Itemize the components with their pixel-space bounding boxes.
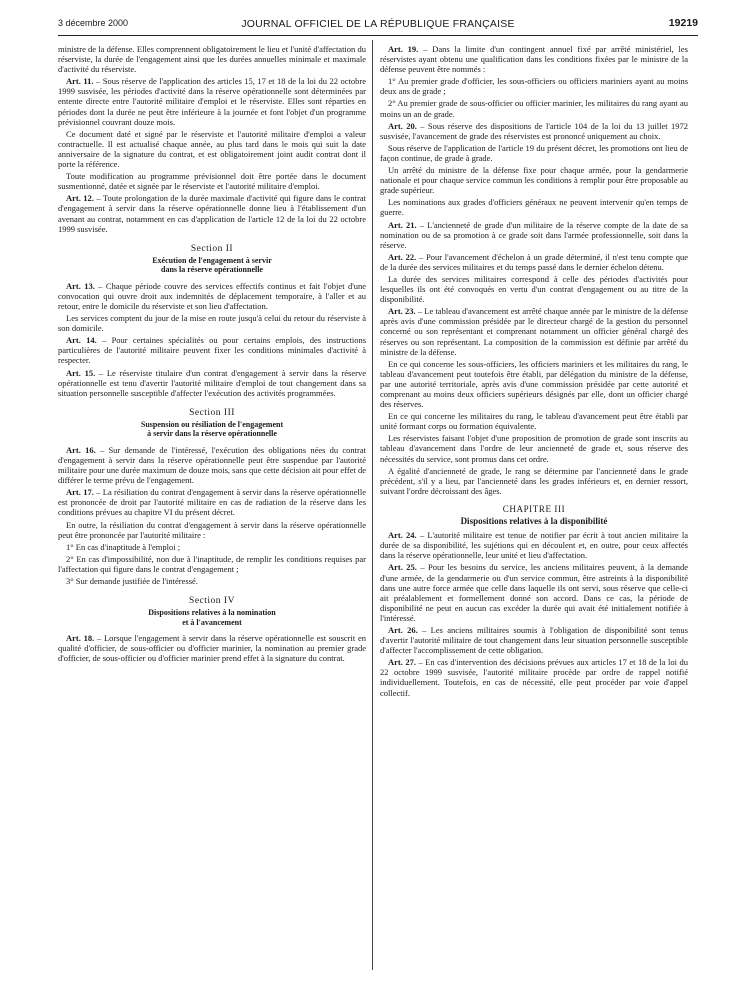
article-label: Art. 24. (388, 530, 417, 541)
section-heading: Section II (190, 243, 234, 254)
list-item: 3° Sur demande justifiée de l'intéressé. (66, 576, 198, 587)
list-item: 2° En cas d'impossibilité, non due à l'inaptitude, de remplir les conditions requises par l'affectation qui figure dans le contrat d'engagement ; (58, 553, 366, 574)
page-number: 19219 (668, 17, 698, 29)
article-17: Art. 17. – La résiliation du contrat d'engagement à servir dans la réserve opérationnelle est prononcée de droit par l'autorité militaire en cas de radiation de la réserve dans les conditions prévues au chapitre VI du présent décret. (58, 487, 366, 518)
header-rule (58, 35, 698, 36)
article-25: Art. 25. – Pour les besoins du service, les anciens militaires peuvent, à la demande d'une armée, de la gendarmerie ou d'un service commun, être astreints à la disponibilité dans une autre force armée que celle dans laquelle ils ont servi, sous réserve que celle-ci ait préalablement et formellement donné son accord. Dans ce cas, la période de disponibilité ne peut en aucun cas excéder la durée qui avait été initialement notifiée à l'intéressé. (380, 562, 688, 623)
article-24: Art. 24. – L'autorité militaire est tenue de notifier par écrit à tout ancien militaire la durée de sa disponibilité, les sujétions qui en découlent et, en outre, pour ceux affectés dans la réserve opérationnelle, leur unité et lieu d'affectation. (380, 530, 688, 561)
article-26: Art. 26. – Les anciens militaires soumis à l'obligation de disponibilité sont tenus d'avertir l'autorité militaire de tout changement dans leur situation personnelle susceptible d'affecter l'accomplissement de cette obligation. (380, 624, 688, 656)
list-item: 1° En cas d'inaptitude à l'emploi ; (66, 541, 181, 552)
article-label: Art. 23. (388, 306, 416, 317)
article-21: Art. 21. – L'ancienneté de grade d'un militaire de la réserve compte de la date de sa nomination ou de sa promotion à ce grade soit dans l'armée professionnelle, soit dans la réserve. (380, 219, 688, 250)
paragraph: La durée des services militaires correspond à celle des périodes d'activités pour lesquelles ils ont été convoqués en vertu d'un contrat d'engagement ou au titre de la disponibilité. (380, 273, 688, 305)
article-label: Art. 26. (388, 624, 418, 635)
article-label: Art. 17. (66, 487, 94, 498)
paragraph: Un arrêté du ministre de la défense fixe pour chaque armée, pour la gendarmerie nationale et pour chaque service commun les conditions à remplir pour être proposable au grade supérieur. (380, 165, 688, 196)
paragraph: ministre de la défense. Elles comprennent obligatoirement le lieu et l'unité d'affectation du réserviste, la durée de l'engagement ainsi que les durées annuelles minimale et maximale d'activité du réserviste. (58, 44, 366, 75)
article-label: Art. 11. (66, 76, 94, 87)
page-header (58, 18, 698, 32)
section-subtitle: Exécution de l'engagement à servir dans la réserve opérationnelle (152, 255, 272, 275)
paragraph: Ce document daté et signé par le réserviste et l'autorité militaire d'emploi a valeur contractuelle. Il est actualisé chaque année, au plus tard dans le mois qui suit la date anniversaire de la signature du contrat, et est obligatoirement joint audit contrat dont il porte la référence. (58, 128, 366, 170)
article-16: Art. 16. – Sur demande de l'intéressé, l'exécution des obligations nées du contrat d'engagement à servir dans la réserve opérationnelle peut être suspendue par l'autorité militaire pour une durée maximum de douze mois, sans que cette décision ait pour effet de différer le terme prévu de l'engagement. (58, 444, 367, 486)
article-13: Art. 13. – Chaque période couvre des services effectifs continus et fait l'objet d'une convocation qui ouvre droit aux indemnités de déplacement temporaire, à l'aller et au retour, entre le domicile du réserviste et son lieu d'affectation. (58, 280, 366, 311)
article-18: Art. 18. – Lorsque l'engagement à servir dans la réserve opérationnelle est souscrit en qualité d'officier, de sous-officier ou d'officier marinier, la nomination au premier grade d'officier, de sous-officier ou d'officier marinier prend effet à la signature du contrat. (58, 633, 366, 664)
article-19: Art. 19. – Dans la limite d'un contingent annuel fixé par arrêté ministériel, les réservistes ayant obtenu une qualification dans les conditions fixées par le ministre de la défense peuvent être nommés : (380, 44, 688, 75)
article-label: Art. 12. (66, 193, 94, 204)
right-column (380, 44, 688, 700)
article-14: Art. 14. – Pour certaines spécialités ou pour certains emplois, des instructions particulières de l'autorité militaire peuvent fixer les conditions minimales d'activité à respecter. (58, 335, 366, 366)
paragraph: Les nominations aux grades d'officiers généraux ne peuvent intervenir qu'en temps de guerre. (380, 197, 688, 218)
article-20: Art. 20. – Sous réserve des dispositions de l'article 104 de la loi du 13 juillet 1972 susvisée, l'avancement de grade des réservistes est prononcé uniquement au choix. (380, 120, 688, 141)
section-subtitle: Suspension ou résiliation de l'engagement à servir dans la réserve opérationnelle (140, 419, 284, 439)
article-label: Art. 25. (388, 562, 417, 573)
paragraph: A égalité d'ancienneté de grade, le rang se détermine par l'ancienneté dans le grade précédent, s'il y a lieu, par l'ancienneté dans les grades inférieurs et, en dernier ressort, suivant l'ordre décroissant des âges. (380, 465, 688, 496)
article-27: Art. 27. – En cas d'intervention des décisions prévues aux articles 17 et 18 de la loi du 22 octobre 1999 susvisée, l'autorité militaire procède par ordre de rappel notifié individuellement. Toutefois, en cas de nécessité, elle peut procéder par voie d'appel collectif. (380, 657, 688, 698)
article-11: Art. 11. – Sous réserve de l'application des articles 15, 17 et 18 de la loi du 22 octobre 1999 susvisée, les périodes d'activité dans la réserve opérationnelle sont déterminées par entente directe entre l'autorité militaire d'emploi et le réserviste. Elles sont réparties en périodes dont la durée ne peut être inférieure à la journée et font l'objet d'un programme prévisionnel couvrant douze mois. (58, 76, 366, 127)
paragraph: Sous réserve de l'application de l'article 19 du présent décret, les promotions ont lieu de façon continue, de grade à grade. (380, 142, 688, 163)
section-heading: Section IV (189, 596, 235, 607)
article-12: Art. 12. – Toute prolongation de la durée maximale d'activité qui figure dans le contrat d'engagement à servir dans la réserve opérationnelle donne lieu à l'établissement d'un avenant au contrat, notamment en cas d'application de l'article 12 de la loi du 22 octobre 1999 susvisée. (58, 193, 366, 234)
article-22: Art. 22. – Pour l'avancement d'échelon à un grade déterminé, il n'est tenu compte que de la durée des services militaires et du temps passé dans le dernier échelon détenu. (380, 251, 688, 272)
paragraph: Les services comptent du jour de la mise en route jusqu'à celui du retour du réserviste à son domicile. (58, 313, 366, 334)
article-label: Art. 14. (66, 335, 97, 346)
section-subtitle: Dispositions relatives à la nomination et à l'avancement (148, 608, 276, 627)
article-label: Art. 18. (66, 633, 95, 644)
left-column (58, 44, 366, 666)
article-23: Art. 23. – Le tableau d'avancement est arrêté chaque année par le ministre de la défense après avis d'une commission présidée par le directeur chargé de la gestion du personnel concerné ou son représentant et comprenant notamment un officier général chargé des réserves ou son représentant. La composition de la commission est définie par arrêté du ministre de la défense. (380, 306, 688, 357)
paragraph: Toute modification au programme prévisionnel doit être portée dans le document susmentionné, datée et signée par le réserviste et l'autorité militaire d'emploi. (58, 171, 366, 192)
article-label: Art. 19. (388, 44, 419, 54)
article-label: Art. 13. (66, 280, 95, 291)
paragraph: En ce qui concerne les sous-officiers, les officiers mariniers et les militaires du rang, le tableau d'avancement peut toutefois être établi, par délégation du ministre de la défense, par une autorité territoriale, après avis d'une commission présidée par cette autorité et comprenant au moins deux officiers supérieurs désignés par elle, dont un officier chargé des réserves. (380, 358, 688, 410)
journal-title: JOURNAL OFFICIEL DE LA RÉPUBLIQUE FRANÇAISE (241, 18, 515, 30)
list-item: 1° Au premier grade d'officier, les sous-officiers ou officiers mariniers ayant au moins deux ans de grade ; (380, 76, 688, 97)
paragraph: En ce qui concerne les militaires du rang, le tableau d'avancement peut être établi par unité formant corps ou formation équivalente. (380, 411, 688, 432)
list-item: 2° Au premier grade de sous-officier ou officier marinier, les militaires du rang ayant au moins un an de grade. (380, 98, 688, 119)
article-label: Art. 20. (388, 120, 417, 131)
chapter-subtitle: Dispositions relatives à la disponibilité (460, 516, 608, 527)
article-label: Art. 15. (66, 367, 96, 378)
article-15: Art. 15. – Le réserviste titulaire d'un contrat d'engagement à servir dans la réserve opérationnelle est tenu d'avertir l'autorité militaire d'emploi de tout changement dans sa situation personnelle susceptible d'affecter l'exécution des activités programmées. (58, 367, 366, 398)
issue-date: 3 décembre 2000 (58, 18, 129, 28)
article-label: Art. 27. (388, 657, 416, 668)
paragraph: En outre, la résiliation du contrat d'engagement à servir dans la réserve opérationnelle peut être prononcée par l'autorité militaire : (58, 519, 366, 540)
column-separator (372, 40, 373, 970)
article-label: Art. 22. (388, 251, 417, 262)
article-label: Art. 21. (388, 219, 417, 230)
article-label: Art. 16. (66, 444, 96, 455)
section-heading: Section III (189, 407, 235, 418)
chapter-heading: CHAPITRE III (502, 503, 566, 514)
paragraph: Les réservistes faisant l'objet d'une proposition de promotion de grade sont inscrits au tableau d'avancement dans l'ordre de leur ancienneté de grade et, sous réserve des nécessités du service, sont promus dans cet ordre. (380, 433, 688, 464)
